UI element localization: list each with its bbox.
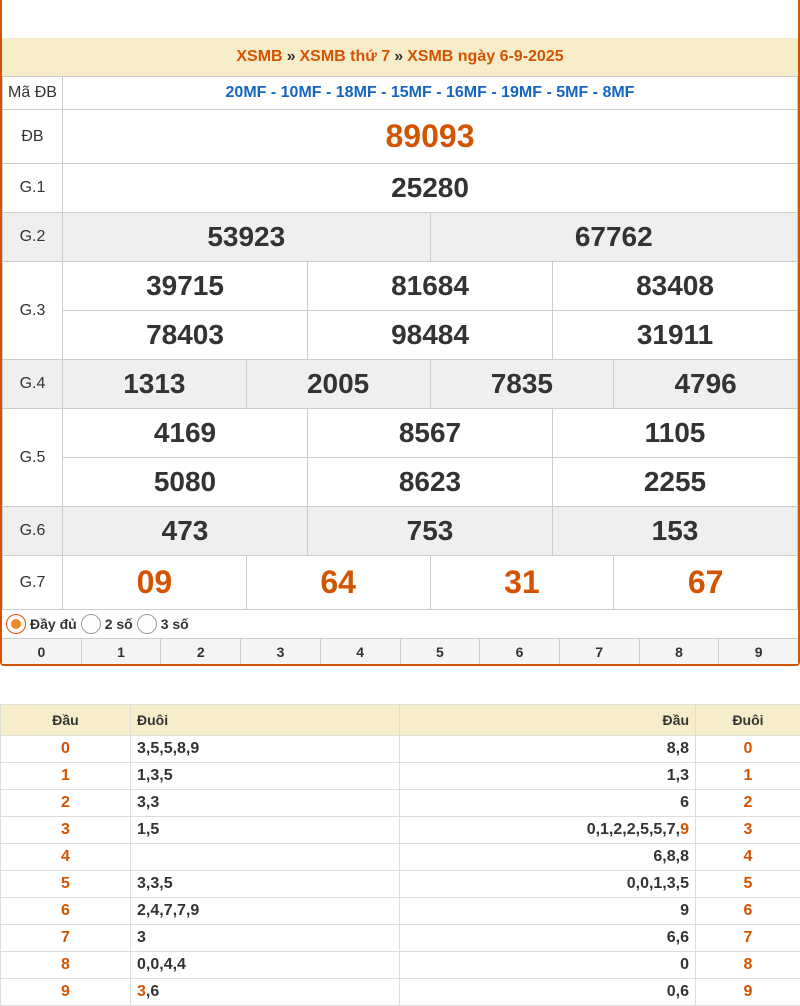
digit-list: 6: [743, 902, 753, 919]
dau-list-cell: [400, 736, 696, 763]
digit-filter-2[interactable]: 2: [160, 639, 240, 664]
dau-cell: [1, 952, 131, 979]
dau-list-cell: [400, 871, 696, 898]
digit-filter-bar: [2, 638, 798, 664]
display-options: [2, 610, 798, 638]
table-row: [1, 736, 800, 763]
radio-selected-icon[interactable]: [6, 614, 26, 634]
dau-cell: [1, 898, 131, 925]
loto-table: [0, 704, 800, 1006]
duoi-digit-cell: [696, 790, 800, 817]
digit-list: 7: [743, 929, 753, 946]
g5-number: 1105: [552, 409, 797, 457]
loto-body: [1, 736, 800, 1006]
g2-number: 67762: [430, 213, 798, 261]
option-two-label: 2 số: [104, 616, 133, 632]
table-row: [1, 763, 800, 790]
digit-list: 9: [61, 983, 70, 1000]
digit-filter-5[interactable]: 5: [400, 639, 480, 664]
digit-list: 1,5: [137, 821, 160, 838]
g3-label: G.3: [3, 262, 63, 360]
g6-label: G.6: [3, 507, 63, 556]
duoi-cell: [131, 736, 400, 763]
digit-list: 0: [61, 740, 70, 757]
g2-label: G.2: [3, 213, 63, 262]
option-two-digits[interactable]: [81, 614, 133, 634]
digit-list: 0,0,4,4: [137, 956, 186, 973]
g3-number: 31911: [552, 311, 797, 359]
duoi-cell: [131, 952, 400, 979]
ma-db-label: Mã ĐB: [3, 77, 63, 110]
g1-number: 25280: [63, 164, 798, 213]
digit-list: 6,8,8: [653, 848, 689, 865]
digit-list: 8: [61, 956, 70, 973]
digit-filter-8[interactable]: 8: [639, 639, 719, 664]
dau-cell: [1, 925, 131, 952]
digit-list: 0,0,1,3,5: [626, 875, 689, 892]
duoi-cell: [131, 844, 400, 871]
digit-list: 6: [680, 794, 689, 811]
digit-list: 9: [743, 983, 753, 1000]
col-header-dau: Đầu: [400, 705, 696, 736]
dau-cell: [1, 817, 131, 844]
duoi-digit-cell: [696, 898, 800, 925]
g3-number: 98484: [307, 311, 552, 359]
table-row: [1, 790, 800, 817]
digit-filter-6[interactable]: 6: [479, 639, 559, 664]
duoi-cell: [131, 763, 400, 790]
digit-filter-9[interactable]: 9: [718, 639, 798, 664]
g3-number: 83408: [552, 262, 797, 310]
digit-list: 5: [743, 875, 753, 892]
digit-list: 1,3: [666, 767, 689, 784]
g7-number: 31: [430, 556, 614, 609]
digit-list: 6,6: [666, 929, 689, 946]
digit-list: 3,3,5: [137, 875, 173, 892]
digit-list: 4: [743, 848, 753, 865]
dau-cell: [1, 736, 131, 763]
digit-list: 3: [61, 821, 70, 838]
g4-number: 4796: [613, 360, 797, 408]
g1-label: G.1: [3, 164, 63, 213]
digit-filter-3[interactable]: 3: [240, 639, 320, 664]
dau-cell: [1, 844, 131, 871]
dau-cell: [1, 790, 131, 817]
duoi-cell: [131, 925, 400, 952]
table-row: [1, 952, 800, 979]
digit-list: 2: [743, 794, 753, 811]
g7-number: 09: [136, 564, 173, 600]
results-table: [2, 76, 798, 610]
highlight-digit: 3: [137, 983, 146, 1000]
dau-list-cell: [400, 763, 696, 790]
db-label: ĐB: [3, 110, 63, 164]
digit-list: 0: [743, 740, 753, 757]
ma-db-codes: 20MF - 10MF - 18MF - 15MF - 16MF - 19MF - 5MF - 8MF: [63, 77, 798, 110]
digit-list: 3: [743, 821, 753, 838]
breadcrumb-xsmb-thu-7[interactable]: XSMB thứ 7: [299, 48, 391, 65]
duoi-cell: [131, 817, 400, 844]
duoi-digit-cell: [696, 979, 800, 1006]
digit-filter-1[interactable]: 1: [81, 639, 161, 664]
col-header-dau: Đầu: [1, 705, 131, 736]
digit-list: 8,8: [666, 740, 689, 757]
g2-number: 53923: [207, 221, 286, 252]
dau-cell: [1, 763, 131, 790]
dau-list-cell: [400, 952, 696, 979]
g7-number: 67: [613, 556, 797, 609]
table-row: [1, 817, 800, 844]
radio-icon[interactable]: [137, 614, 157, 634]
duoi-digit-cell: [696, 952, 800, 979]
table-row: [1, 979, 800, 1006]
dau-list-cell: [400, 898, 696, 925]
special-prize-number: 89093: [63, 110, 798, 164]
table-row: [1, 844, 800, 871]
digit-list: 0,1,2,2,5,5,7,: [586, 821, 681, 838]
duoi-cell: [131, 871, 400, 898]
g5-number: 5080: [153, 466, 217, 497]
g6-number: 753: [307, 507, 552, 555]
digit-list: 7: [61, 929, 70, 946]
breadcrumb-separator: »: [286, 48, 296, 65]
duoi-cell: [131, 898, 400, 925]
duoi-cell: [131, 790, 400, 817]
digit-list: 2,4,7,7,9: [137, 902, 200, 919]
option-three-label: 3 số: [160, 616, 189, 632]
digit-list: 9: [680, 902, 689, 919]
g4-number: 2005: [246, 360, 430, 408]
digit-list: 5: [61, 875, 70, 892]
dau-list-cell: [400, 979, 696, 1006]
digit-list: ,6: [145, 983, 160, 1000]
dau-list-cell: [400, 925, 696, 952]
dau-list-cell: [400, 817, 696, 844]
col-header-duoi: Đuôi: [131, 705, 400, 736]
g4-label: G.4: [3, 360, 63, 409]
dau-list-cell: [400, 790, 696, 817]
highlight-digit: 9: [680, 821, 689, 838]
digit-list: 1,3,5: [137, 767, 173, 784]
digit-list: 0: [680, 956, 689, 973]
option-full[interactable]: [6, 614, 77, 634]
digit-list: 8: [743, 956, 753, 973]
g5-number: 4169: [153, 417, 217, 448]
table-row: [1, 898, 800, 925]
digit-list: 6: [61, 902, 70, 919]
g7-label: G.7: [3, 556, 63, 610]
digit-list: 3,5,5,8,9: [137, 740, 200, 757]
g5-number: 8623: [307, 458, 552, 506]
radio-icon[interactable]: [81, 614, 101, 634]
g5-number: 2255: [552, 458, 797, 506]
duoi-digit-cell: [696, 763, 800, 790]
digit-filter-0[interactable]: 0: [2, 639, 81, 664]
g7-number: 64: [246, 556, 430, 609]
duoi-digit-cell: [696, 871, 800, 898]
digit-list: 0,6: [666, 983, 689, 1000]
breadcrumb-separator: »: [394, 48, 404, 65]
breadcrumb-xsmb-date[interactable]: XSMB ngày 6-9-2025: [407, 48, 564, 65]
digit-list: 1: [743, 767, 753, 784]
option-full-label: Đầy đủ: [30, 616, 77, 632]
duoi-digit-cell: [696, 736, 800, 763]
g5-label: G.5: [3, 409, 63, 507]
table-row: [1, 871, 800, 898]
duoi-cell: [131, 979, 400, 1006]
g3-number: 39715: [146, 270, 224, 301]
option-three-digits[interactable]: [137, 614, 189, 634]
breadcrumb: [2, 38, 798, 76]
digit-list: 3: [137, 929, 146, 946]
g6-number: 153: [552, 507, 797, 555]
duoi-digit-cell: [696, 925, 800, 952]
digit-filter-7[interactable]: 7: [559, 639, 639, 664]
digit-list: 4: [61, 848, 70, 865]
g5-number: 8567: [307, 409, 552, 457]
g4-number: 1313: [123, 368, 186, 399]
duoi-digit-cell: [696, 817, 800, 844]
dau-cell: [1, 871, 131, 898]
g3-number: 81684: [307, 262, 552, 310]
g6-number: 473: [161, 515, 209, 546]
digit-list: 1: [61, 767, 70, 784]
digit-list: 2: [61, 794, 70, 811]
digit-list: 3,3: [137, 794, 160, 811]
breadcrumb-xsmb[interactable]: XSMB: [236, 48, 283, 65]
col-header-duoi: Đuôi: [696, 705, 800, 736]
g4-number: 7835: [430, 360, 614, 408]
dau-list-cell: [400, 844, 696, 871]
g3-number: 78403: [146, 319, 224, 350]
duoi-digit-cell: [696, 844, 800, 871]
table-row: [1, 925, 800, 952]
digit-filter-4[interactable]: 4: [320, 639, 400, 664]
dau-cell: [1, 979, 131, 1006]
